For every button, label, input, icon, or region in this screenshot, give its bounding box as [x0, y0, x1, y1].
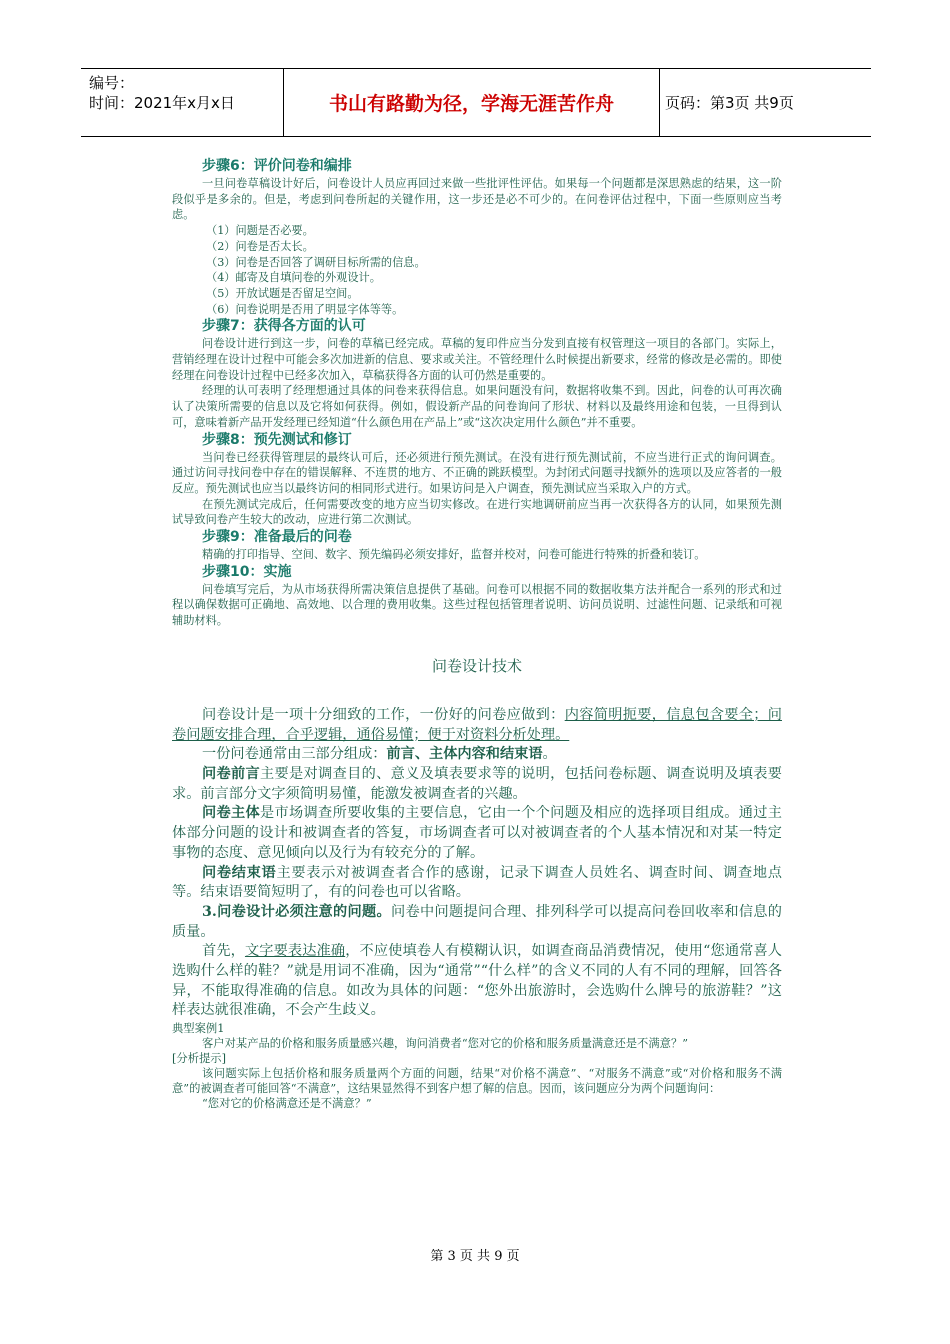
step8-paragraph-2: 在预先测试完成后，任何需要改变的地方应当切实修改。在进行实地调研前应当再一次获得各方的认同，如果预先测试导致问卷产生较大的改动，应进行第二次测试。	[172, 497, 782, 527]
body-term: 问卷主体	[202, 805, 261, 822]
ending-paragraph	[172, 864, 782, 903]
case-title: 典型案例1	[172, 1022, 225, 1036]
step9-heading: 步骤9：准备最后的问卷	[202, 529, 352, 546]
first-point-lead: 首先，	[202, 943, 245, 960]
parts-end: 。	[542, 746, 557, 763]
preface-term: 问卷前言	[202, 765, 261, 782]
list-item: （4）邮寄及自填问卷的外观设计。	[206, 271, 381, 285]
body-paragraph	[172, 804, 782, 863]
intro-text: 问卷设计是一项十分细致的工作，一份好的问卷应做到：	[202, 706, 565, 723]
header-motto: 书山有路勤为径，学海无涯苦作舟	[283, 69, 660, 136]
step7-heading: 步骤7：获得各方面的认可	[202, 318, 366, 335]
body-text: 是市场调查所要收集的主要信息，它由一个个问题及相应的选择项目组成。通过主体部分问题的设计和被调查者的答复，市场调查者可以对被调查者的个人基本情况和对某一特定事物的态度、意见倾向以及行为有较充分的了解。	[172, 805, 782, 861]
preface-text: 主要是对调查目的、意义及填表要求等的说明，包括问卷标题、调查说明及填表要求。前言部分文字须简明易懂，能激发被调查者的兴趣。	[172, 765, 782, 802]
preface-paragraph	[172, 765, 782, 804]
first-point-text: ，不应使填卷人有模糊认识，如调查商品消费情况，使用“您通常喜人选购什么样的鞋？”就是用词不准确，因为“通常”“什么样”的含义不同的人有不同的理解，回答各异，不能取得准确的信息。如改为具体的问题：“您外出旅游时，会选购什么牌号的旅游鞋？”这样表达就很准确，不会产生歧义。	[172, 943, 782, 1019]
header-left	[89, 73, 235, 113]
notes-text: 问卷中问题提问合理、排列科学可以提高问卷回收率和信息的质量。	[172, 903, 782, 940]
intro-underlined-text: 内容简明扼要，信息包含要全；问卷问题安排合理，合乎逻辑，通俗易懂；便于对资料分析处理。	[172, 706, 782, 743]
page-content	[172, 157, 782, 1111]
notes-paragraph	[172, 903, 782, 942]
header-page-code: 页码：第3页 共9页	[665, 94, 794, 112]
step6-heading: 步骤6：评价问卷和编排	[202, 158, 352, 174]
page-footer: 第 3 页 共 9 页	[430, 1249, 520, 1264]
first-point-underlined: 文字要表达准确	[244, 943, 346, 960]
list-item: （6）问卷说明是否用了明显字体等等。	[206, 302, 404, 316]
document-number-label: 编号：	[89, 74, 135, 92]
ending-term: 问卷结束语	[202, 864, 277, 881]
parts-bold-text: 前言、主体内容和结束语	[386, 746, 543, 763]
list-item: （3）问卷是否回答了调研目标所需的信息。	[206, 255, 426, 269]
notes-heading: 3.问卷设计必须注意的问题。	[202, 903, 392, 920]
parts-text: 一份问卷通常由三部分组成：	[202, 746, 387, 763]
page-header	[81, 68, 871, 137]
step10-heading: 步骤10：实施	[202, 563, 292, 580]
step6-criteria-list	[172, 223, 782, 317]
analysis-quote: “您对它的价格满意还是不满意？”	[202, 1097, 372, 1111]
step8-heading: 步骤8：预先测试和修订	[202, 431, 352, 448]
intro-paragraph	[172, 706, 782, 745]
list-item: （2）问卷是否太长。	[206, 239, 314, 253]
ending-text: 主要表示对被调查者合作的感谢，记录下调查人员姓名、调查时间、调查地点等。结束语要简短明了，有的问卷也可以省略。	[172, 864, 782, 901]
section-title: 问卷设计技术	[431, 656, 522, 675]
case-text: 客户对某产品的价格和服务质量感兴趣，询问消费者“您对它的价格和服务质量满意还是不满意？”	[202, 1037, 689, 1051]
analysis-text: 该问题实际上包括价格和服务质量两个方面的问题，结果“对价格不满意”、“对服务不满意”或“对价格和服务不满意”的被调查者可能回答“不满意”，这结果显然得不到客户想了解的信息。因而，该问题应分为两个问题询问：	[172, 1067, 782, 1096]
step7-paragraph-2: 经理的认可表明了经理想通过具体的问卷来获得信息。如果问题没有问，数据将收集不到。因此，问卷的认可再次确认了决策所需要的信息以及它将如何获得。例如，假设新产品的问卷询问了形状、材料以及最终用途和包装，一旦得到认可，意味着新产品开发经理已经知道“什么颜色用在产品上”或“这次决定用什么颜色”并不重要。	[172, 384, 782, 429]
step10-paragraph: 问卷填写完后，为从市场获得所需决策信息提供了基础。问卷可以根据不同的数据收集方法并配合一系列的形式和过程以确保数据可正确地、高效地、以合理的费用收集。这些过程包括管理者说明、访问员说明、过滤性问题、记录纸和可视辅助材料。	[172, 582, 782, 628]
step8-paragraph-1: 当问卷已经获得管理层的最终认可后，还必须进行预先测试。在没有进行预先测试前，不应当进行正式的询问调查。通过访问寻找问卷中存在的错误解释、不连贯的地方、不正确的跳跃模型。为封闭式问题寻找额外的选项以及应答者的一般反应。预先测试也应当以最终访问的相同形式进行。如果访问是入户调查，预先测试应当采取入户的方式。	[172, 450, 782, 495]
step7-paragraph-1: 问卷设计进行到这一步，问卷的草稿已经完成。草稿的复印件应当分发到直接有权管理这一项目的各部门。实际上，营销经理在设计过程中可能会多次加进新的信息、要求或关注。不管经理什么时候提出新要求，经常的修改是必需的。即使经理在问卷设计过程中已经多次加入，草稿获得各方面的认可仍然是重要的。	[172, 337, 782, 382]
step9-paragraph: 精确的打印指导、空间、数字、预先编码必须安排好，监督并校对，问卷可能进行特殊的折叠和装订。	[202, 548, 706, 562]
analysis-title: [分析提示]	[172, 1052, 227, 1066]
step6-paragraph: 一旦问卷草稿设计好后，问卷设计人员应再回过来做一些批评性评估。如果每一个问题都是深思熟虑的结果，这一阶段似乎是多余的。但是，考虑到问卷所起的关键作用，这一步还是必不可少的。在问卷评估过程中，下面一些原则应当考虑。	[172, 177, 782, 222]
first-point-paragraph	[172, 942, 782, 1021]
list-item: （1）问题是否必要。	[206, 224, 314, 238]
parts-paragraph	[172, 745, 782, 765]
list-item: （5）开放试题是否留足空间。	[206, 286, 359, 300]
document-time-label: 时间：2021年x月x日	[89, 94, 235, 112]
